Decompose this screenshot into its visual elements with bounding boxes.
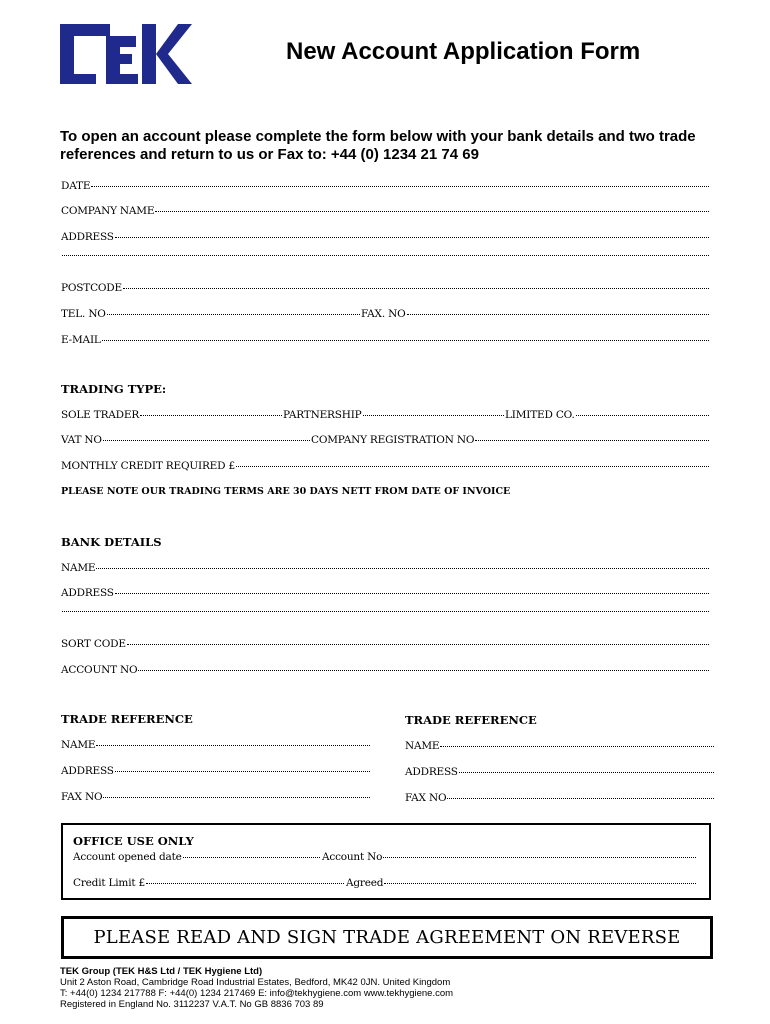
account-opened-date-label: Account opened date bbox=[73, 851, 182, 863]
postcode-label: POSTCODE bbox=[61, 282, 122, 294]
ref1-name-label: NAME bbox=[61, 739, 96, 751]
monthly-credit-field[interactable] bbox=[61, 460, 710, 472]
intro-text: To open an account please complete the form below with your bank details and two trade references and return to us or Fax to: +44 (0) 1234 21 74 69 bbox=[60, 128, 696, 163]
address-label: ADDRESS bbox=[61, 231, 114, 243]
account-opened-date-field[interactable] bbox=[73, 851, 321, 863]
ref1-address-line[interactable] bbox=[115, 771, 370, 772]
credit-limit-label: Credit Limit £ bbox=[73, 877, 145, 889]
company-reg-field[interactable] bbox=[311, 434, 710, 446]
ref1-name-field[interactable] bbox=[61, 739, 371, 751]
ref1-fax-field[interactable] bbox=[61, 791, 371, 803]
company-name-line[interactable] bbox=[155, 211, 709, 212]
office-use-heading: OFFICE USE ONLY bbox=[73, 834, 194, 848]
account-opened-date-line[interactable] bbox=[183, 857, 320, 858]
sort-code-line[interactable] bbox=[127, 644, 709, 645]
limited-co-field[interactable] bbox=[505, 409, 710, 421]
fax-line[interactable] bbox=[407, 314, 709, 315]
office-account-no-field[interactable] bbox=[322, 851, 697, 863]
postcode-line[interactable] bbox=[123, 288, 709, 289]
vat-field[interactable] bbox=[61, 434, 311, 446]
account-no-field[interactable] bbox=[61, 664, 710, 676]
office-account-no-label: Account No bbox=[322, 851, 383, 863]
partnership-field[interactable] bbox=[283, 409, 505, 421]
ref2-address-line[interactable] bbox=[459, 772, 714, 773]
bank-name-line[interactable] bbox=[96, 568, 709, 569]
tek-logo-graphic bbox=[60, 24, 192, 90]
email-label: E-MAIL bbox=[61, 334, 101, 346]
bank-address-field[interactable] bbox=[61, 587, 710, 599]
footer-registered: Registered in England No. 3112237 V.A.T. No GB 8836 703 89 bbox=[60, 999, 324, 1010]
footer-address: Unit 2 Aston Road, Cambridge Road Industrial Estates, Bedford, MK42 0JN. United Kingdom bbox=[60, 977, 451, 988]
vat-line[interactable] bbox=[103, 440, 310, 441]
partnership-line[interactable] bbox=[363, 415, 504, 416]
date-line[interactable] bbox=[91, 186, 709, 187]
bank-name-field[interactable] bbox=[61, 562, 710, 574]
credit-limit-line[interactable] bbox=[146, 883, 344, 884]
bank-address-line-2[interactable] bbox=[62, 611, 709, 612]
company-name-field[interactable] bbox=[61, 205, 710, 217]
company-reg-line[interactable] bbox=[475, 440, 709, 441]
company-reg-label: COMPANY REGISTRATION NO bbox=[311, 434, 475, 446]
ref1-fax-line[interactable] bbox=[103, 797, 370, 798]
sort-code-field[interactable] bbox=[61, 638, 710, 650]
monthly-credit-line[interactable] bbox=[236, 466, 709, 467]
bank-address-line[interactable] bbox=[115, 593, 709, 594]
fax-label: FAX. NO bbox=[361, 308, 406, 320]
credit-limit-field[interactable] bbox=[73, 877, 345, 889]
email-field[interactable] bbox=[61, 334, 710, 346]
ref2-name-field[interactable] bbox=[405, 740, 715, 752]
trade-agreement-banner-text: PLEASE READ AND SIGN TRADE AGREEMENT ON REVERSE bbox=[93, 927, 681, 948]
ref2-fax-field[interactable] bbox=[405, 792, 715, 804]
address-line-2[interactable] bbox=[62, 255, 709, 256]
account-no-line[interactable] bbox=[138, 670, 709, 671]
bank-address-label: ADDRESS bbox=[61, 587, 114, 599]
partnership-label: PARTNERSHIP bbox=[283, 409, 362, 421]
tel-label: TEL. NO bbox=[61, 308, 106, 320]
date-field[interactable] bbox=[61, 180, 710, 192]
footer-company: TEK Group (TEK H&S Ltd / TEK Hygiene Ltd) bbox=[60, 966, 263, 977]
email-line[interactable] bbox=[102, 340, 709, 341]
ref1-fax-label: FAX NO bbox=[61, 791, 103, 803]
trade-agreement-banner bbox=[61, 916, 713, 959]
address-field-line-2[interactable] bbox=[61, 257, 710, 258]
sole-trader-line[interactable] bbox=[140, 415, 282, 416]
ref1-name-line[interactable] bbox=[96, 745, 370, 746]
limited-co-label: LIMITED CO. bbox=[505, 409, 575, 421]
ref2-address-field[interactable] bbox=[405, 766, 715, 778]
page-title: New Account Application Form bbox=[286, 38, 641, 65]
monthly-credit-label: MONTHLY CREDIT REQUIRED £ bbox=[61, 460, 235, 472]
agreed-label: Agreed bbox=[346, 877, 384, 889]
agreed-line[interactable] bbox=[384, 883, 696, 884]
trade-reference-1-heading: TRADE REFERENCE bbox=[61, 712, 193, 726]
bank-address-field-line-2[interactable] bbox=[61, 613, 710, 614]
limited-co-line[interactable] bbox=[576, 415, 709, 416]
ref1-address-label: ADDRESS bbox=[61, 765, 114, 777]
ref2-fax-line[interactable] bbox=[447, 798, 714, 799]
ref2-name-line[interactable] bbox=[440, 746, 714, 747]
fax-field[interactable] bbox=[361, 308, 710, 320]
sole-trader-field[interactable] bbox=[61, 409, 283, 421]
address-line[interactable] bbox=[115, 237, 709, 238]
footer-contact: T: +44(0) 1234 217788 F: +44(0) 1234 217469 E: info@tekhygiene.com www.tekhygiene.com bbox=[60, 988, 454, 999]
office-account-no-line[interactable] bbox=[383, 857, 696, 858]
ref2-address-label: ADDRESS bbox=[405, 766, 458, 778]
trading-terms-note: PLEASE NOTE OUR TRADING TERMS ARE 30 DAYS NETT FROM DATE OF INVOICE bbox=[61, 486, 511, 497]
ref2-fax-label: FAX NO bbox=[405, 792, 447, 804]
ref1-address-field[interactable] bbox=[61, 765, 371, 777]
agreed-field[interactable] bbox=[346, 877, 697, 889]
trade-reference-2-heading: TRADE REFERENCE bbox=[405, 713, 537, 727]
bank-name-label: NAME bbox=[61, 562, 96, 574]
account-no-label: ACCOUNT NO bbox=[61, 664, 138, 676]
tek-logo bbox=[60, 24, 192, 90]
vat-label: VAT NO bbox=[61, 434, 102, 446]
postcode-field[interactable] bbox=[61, 282, 710, 294]
footer bbox=[60, 966, 453, 1010]
sort-code-label: SORT CODE bbox=[61, 638, 126, 650]
date-label: DATE bbox=[61, 180, 91, 192]
sole-trader-label: SOLE TRADER bbox=[61, 409, 140, 421]
trading-type-heading: TRADING TYPE: bbox=[61, 382, 167, 396]
tel-field[interactable] bbox=[61, 308, 361, 320]
tel-line[interactable] bbox=[107, 314, 360, 315]
ref2-name-label: NAME bbox=[405, 740, 440, 752]
bank-details-heading: BANK DETAILS bbox=[61, 535, 162, 549]
address-field[interactable] bbox=[61, 231, 710, 243]
company-name-label: COMPANY NAME bbox=[61, 205, 155, 217]
